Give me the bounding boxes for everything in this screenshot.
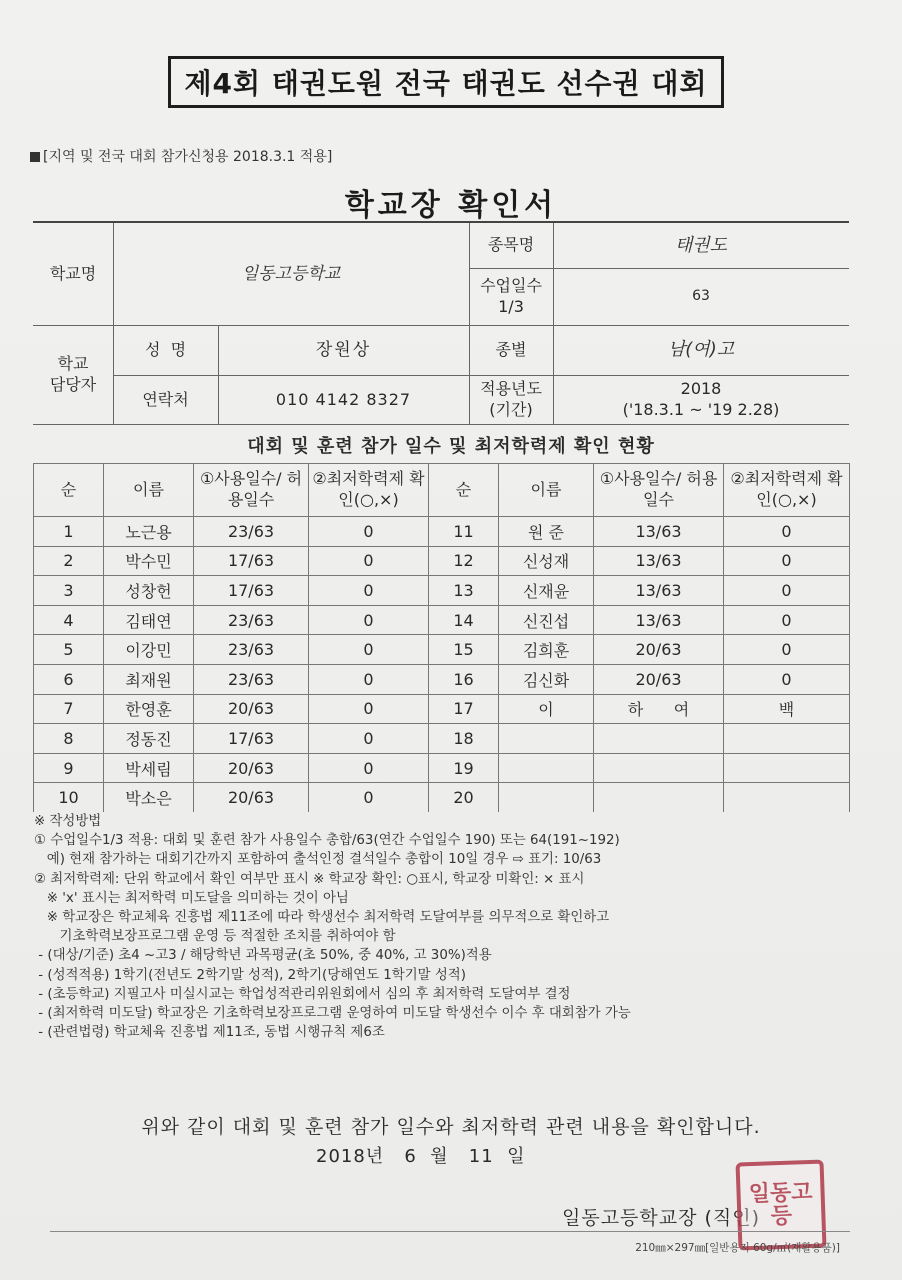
- classdays-label-line1: 수업일수: [480, 275, 542, 295]
- table-row: [34, 664, 850, 694]
- cell-days: [594, 724, 724, 754]
- cell-check: 0: [309, 546, 429, 576]
- cell-check: 0: [309, 635, 429, 665]
- cell-days: 13/63: [594, 605, 724, 635]
- note-line: - (초등학교) 지필고사 미실시교는 학업성적관리위원회에서 심의 후 최저학력 도달여부 결정: [34, 986, 571, 1002]
- cell-check: 0: [309, 664, 429, 694]
- table-row: [34, 635, 850, 665]
- manager-label-line2: 담당자: [49, 375, 97, 394]
- note-line: ※ 학교장은 학교체육 진흥법 제11조에 따라 학생선수 최저학력 도달여부를 의무적으로 확인하고: [34, 910, 610, 926]
- cell-name: 신성재: [499, 546, 594, 576]
- cell-name: [499, 783, 594, 812]
- header-no: 순: [34, 464, 104, 517]
- note-line: - (대상/기준) 초4 ~고3 / 해당학년 과목평균(초 50%, 중 40%, 고 30%)적용: [34, 948, 492, 964]
- cell-days: 20/63: [194, 753, 309, 783]
- roster-header-row: [34, 464, 850, 517]
- cell-check: 0: [309, 783, 429, 812]
- roster-table: [33, 463, 850, 812]
- document-title: 학교장 확인서: [344, 188, 558, 223]
- form-note-text: [지역 및 전국 대회 참가신청용 2018.3.1 적용]: [43, 149, 333, 165]
- cell-name: 성창헌: [104, 576, 194, 606]
- cell-days: 20/63: [594, 635, 724, 665]
- cell-check: [724, 753, 850, 783]
- note-line: - (관련법령) 학교체육 진흥법 제11조, 동법 시행규칙 제6조: [34, 1025, 385, 1041]
- table-row: [34, 576, 850, 606]
- classdays-label-line2: 1/3: [498, 296, 524, 316]
- name-label: 성 명: [144, 339, 187, 359]
- cell-days: 23/63: [194, 664, 309, 694]
- cell-days: 20/63: [594, 664, 724, 694]
- note-line: ※ 'x' 표시는 최저학력 미도달을 의미하는 것이 아님: [34, 890, 349, 906]
- cell-no: 2: [34, 546, 104, 576]
- cell-no: 18: [429, 724, 499, 754]
- cell-check: 0: [724, 664, 850, 694]
- footer-divider: [50, 1231, 850, 1232]
- cell-days: 20/63: [194, 694, 309, 724]
- table-row: [34, 753, 850, 783]
- table-row: [34, 724, 850, 754]
- cell-days: 20/63: [194, 783, 309, 812]
- cell-no: 17: [429, 694, 499, 724]
- note-line: ② 최저학력제: 단위 학교에서 확인 여부만 표시 ※ 학교장 확인: ○표시, 학교장 미확인: × 표시: [34, 871, 585, 887]
- gender-value: 남(여)고: [667, 339, 735, 361]
- manager-label-line1: 학교: [57, 354, 89, 374]
- cell-days: 23/63: [194, 517, 309, 547]
- note-line: 예) 현재 참가하는 대회기간까지 포함하여 출석인정 결석일수 총합이 10일 경우 ⇨ 표기: 10/63: [34, 852, 602, 868]
- cell-days: 13/63: [594, 576, 724, 606]
- cell-name: 노근용: [104, 517, 194, 547]
- cell-check: 0: [309, 694, 429, 724]
- year-label-line1: 적용년도: [480, 379, 542, 399]
- table-row: [34, 546, 850, 576]
- cell-name: 원 준: [499, 517, 594, 547]
- cell-check: 0: [309, 753, 429, 783]
- table-row: [34, 605, 850, 635]
- cell-name: 김신화: [499, 664, 594, 694]
- note-line: 기초학력보장프로그램 운영 등 적절한 조치를 취하여야 함: [34, 929, 396, 945]
- cell-no: 9: [34, 753, 104, 783]
- year-label: [469, 375, 553, 425]
- official-seal: 일동고등: [735, 1159, 826, 1250]
- cell-no: 16: [429, 664, 499, 694]
- cell-check: 0: [309, 517, 429, 547]
- school-value: 일동고등학교: [241, 263, 341, 284]
- cell-name: 박세림: [104, 753, 194, 783]
- note-line: - (성적적용) 1학기(전년도 2학기말 성적), 2학기(당해연도 1학기말 성적): [34, 967, 466, 983]
- note-line: ※ 작성방법: [34, 814, 102, 829]
- cell-name: 신진섭: [499, 605, 594, 635]
- contact-value: 010 4142 8327: [275, 389, 412, 409]
- cell-name: 한영훈: [104, 694, 194, 724]
- year-value-line2: ('18.3.1 ~ '19 2.28): [622, 400, 780, 419]
- cell-check: 0: [724, 635, 850, 665]
- header-days: ①사용일수/ 허용일수: [594, 464, 724, 517]
- cell-name: 신재윤: [499, 576, 594, 606]
- cell-no: 13: [429, 576, 499, 606]
- header-days: ①사용일수/ 허용일수: [194, 464, 309, 517]
- cell-name: 김희훈: [499, 635, 594, 665]
- manager-label: [33, 325, 113, 425]
- roster-title: 대회 및 훈련 참가 일수 및 최저학력제 확인 현황: [247, 436, 655, 457]
- cell-no: 7: [34, 694, 104, 724]
- school-info-grid: [33, 221, 849, 425]
- cell-no: 12: [429, 546, 499, 576]
- table-row: [34, 783, 850, 812]
- cell-no: 4: [34, 605, 104, 635]
- cell-check: 0: [724, 517, 850, 547]
- square-bullet-icon: [30, 152, 40, 162]
- cell-days: 17/63: [194, 546, 309, 576]
- year-label-line2: (기간): [489, 400, 533, 419]
- note-line: ① 수업일수1/3 적용: 대회 및 훈련 참가 사용일수 총합/63(연간 수업일수 190) 또는 64(191~192): [34, 833, 620, 849]
- cell-no: 1: [34, 517, 104, 547]
- cell-no: 5: [34, 635, 104, 665]
- cell-check: 0: [309, 605, 429, 635]
- cell-no: 6: [34, 664, 104, 694]
- event-label: 종목명: [487, 235, 535, 255]
- header-check: ②최저학력제 확인(○,×): [309, 464, 429, 517]
- cell-name: 박수민: [104, 546, 194, 576]
- header-no: 순: [429, 464, 499, 517]
- cell-name: 정동진: [104, 724, 194, 754]
- competition-title: 제4회 태권도원 전국 태권도 선수권 대회: [168, 56, 724, 108]
- classdays-value: 63: [692, 288, 710, 305]
- cell-days: 23/63: [194, 605, 309, 635]
- cell-days: 17/63: [194, 724, 309, 754]
- cell-name: 김태연: [104, 605, 194, 635]
- cell-check: 0: [724, 605, 850, 635]
- paper-spec: 210㎜×297㎜[일반용지 60g/㎡(재활용품)]: [635, 1242, 840, 1254]
- cell-check: 백: [724, 694, 850, 724]
- form-note: [30, 146, 332, 166]
- cell-days: 하 여: [594, 694, 724, 724]
- cell-name: 박소은: [104, 783, 194, 812]
- cell-check: 0: [724, 576, 850, 606]
- contact-label: 연락처: [142, 389, 189, 409]
- cell-days: 23/63: [194, 635, 309, 665]
- classdays-label: [469, 268, 553, 325]
- year-value: [553, 375, 849, 425]
- cell-check: 0: [309, 576, 429, 606]
- cell-days: [594, 753, 724, 783]
- table-row: [34, 694, 850, 724]
- cell-name: [499, 753, 594, 783]
- event-value: 태권도: [674, 234, 728, 256]
- cell-no: 10: [34, 783, 104, 812]
- cell-check: 0: [309, 724, 429, 754]
- cell-name: 최재원: [104, 664, 194, 694]
- header-name: 이름: [104, 464, 194, 517]
- cell-days: 13/63: [594, 546, 724, 576]
- cell-name: 이강민: [104, 635, 194, 665]
- cell-no: 8: [34, 724, 104, 754]
- school-label: 학교명: [49, 263, 97, 283]
- confirmation-statement: 위와 같이 대회 및 훈련 참가 일수와 최저학력 관련 내용을 확인합니다.: [141, 1116, 761, 1138]
- cell-no: 11: [429, 517, 499, 547]
- cell-days: 13/63: [594, 517, 724, 547]
- name-value: 장원상: [315, 339, 372, 360]
- cell-days: [594, 783, 724, 812]
- gender-label: 종별: [495, 339, 527, 359]
- cell-no: 20: [429, 783, 499, 812]
- issue-date: 2018년 6 월 11 일: [316, 1146, 526, 1167]
- cell-check: [724, 783, 850, 812]
- cell-no: 14: [429, 605, 499, 635]
- cell-no: 15: [429, 635, 499, 665]
- principal-signature: 일동고등학교장 (직인): [562, 1207, 761, 1229]
- header-name: 이름: [499, 464, 594, 517]
- year-value-line1: 2018: [680, 379, 722, 399]
- cell-days: 17/63: [194, 576, 309, 606]
- cell-check: 0: [724, 546, 850, 576]
- cell-name: [499, 724, 594, 754]
- cell-no: 19: [429, 753, 499, 783]
- header-check: ②최저학력제 확인(○,×): [724, 464, 850, 517]
- note-line: - (최저학력 미도달) 학교장은 기초학력보장프로그램 운영하여 미도달 학생선수 이수 후 대회참가 가능: [34, 1006, 631, 1022]
- writing-instructions: [34, 812, 854, 1042]
- table-row: [34, 517, 850, 547]
- cell-check: [724, 724, 850, 754]
- cell-name: 이: [499, 694, 594, 724]
- cell-no: 3: [34, 576, 104, 606]
